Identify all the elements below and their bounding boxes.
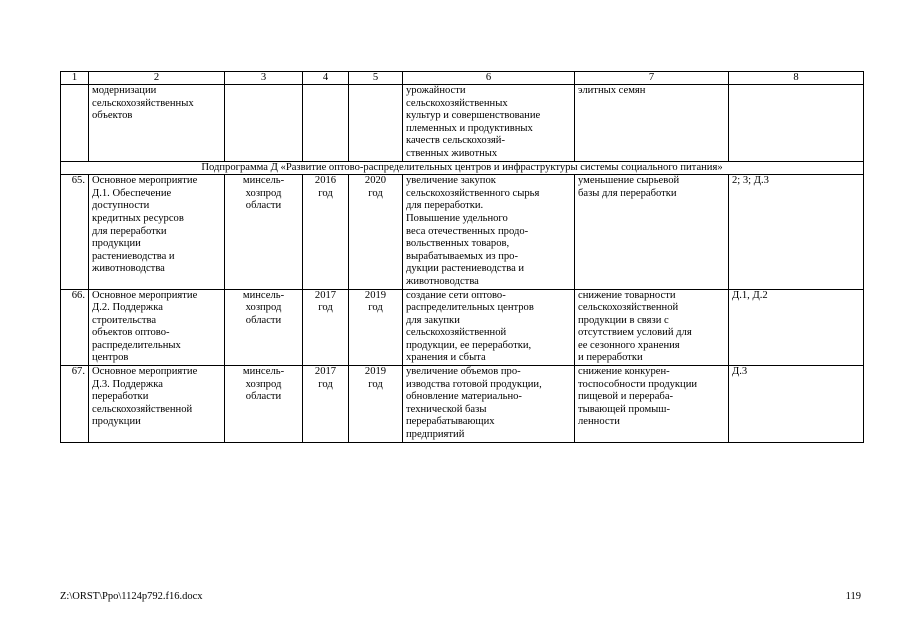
cell-line: год <box>368 187 383 199</box>
cell-line: элитных семян <box>578 85 646 96</box>
cell-line: Повышение удельного <box>406 212 508 224</box>
consequence-cell <box>575 289 729 366</box>
cell-line: тывающей промыш- <box>578 403 670 415</box>
header-cell: 4 <box>303 72 349 85</box>
cell-line: модернизации <box>92 85 157 96</box>
executor-cell <box>225 175 303 289</box>
expected-result-cell <box>403 366 575 443</box>
footer-page-number: 119 <box>845 591 861 602</box>
row-number-cell: 67. <box>61 366 89 443</box>
cell-line: объектов оптово- <box>92 327 170 339</box>
measure-name-cell <box>89 289 225 366</box>
cell-line: 2016 <box>314 175 337 187</box>
cell-line: пищевой и перераба- <box>578 391 674 403</box>
subprogram-title: Подпрограмма Д «Развитие оптово-распределительных центров и инфраструктуры системы социального питания» <box>61 161 864 175</box>
consequence-cell <box>575 175 729 289</box>
cell-line: 2020 <box>364 175 387 187</box>
links-cell <box>729 175 864 289</box>
cell-line: растениеводства и <box>92 250 175 262</box>
table-header-row <box>61 72 864 85</box>
header-cell: 8 <box>729 72 864 85</box>
cell-line: хранения и сбыта <box>406 352 486 364</box>
links-cell <box>729 366 864 443</box>
cell-line: объектов <box>92 110 133 122</box>
cell-line: уменьшение сырьевой <box>578 175 680 187</box>
table-row <box>61 366 864 443</box>
end-year-cell <box>349 366 403 443</box>
cell-line: области <box>245 200 282 212</box>
header-cell: 5 <box>349 72 403 85</box>
table-cell <box>349 85 403 162</box>
end-year-cell <box>349 175 403 289</box>
header-cell: 6 <box>403 72 575 85</box>
cell-line: тоспособности продукции <box>578 378 698 390</box>
cell-line: продукции в связи с <box>578 314 669 326</box>
table-cell <box>61 85 89 162</box>
measure-name-cell <box>89 366 225 443</box>
cell-line: год <box>318 378 333 390</box>
cell-line: урожайности <box>406 85 466 96</box>
cell-line: изводства готовой продукции, <box>406 378 542 390</box>
cell-line: Основное мероприятие <box>92 175 198 187</box>
executor-cell <box>225 366 303 443</box>
cell-line: 2; 3; Д.3 <box>732 175 769 187</box>
table-cell <box>225 85 303 162</box>
cell-line: год <box>368 302 383 314</box>
cell-line: продукции <box>92 238 141 250</box>
header-cell: 1 <box>61 72 89 85</box>
cell-line: и переработки <box>578 352 643 364</box>
cell-line: сельскохозяйственных <box>92 97 194 109</box>
cell-line: дукции растениеводства и <box>406 263 525 275</box>
cell-line: увеличение объемов про- <box>406 366 521 378</box>
row-number-cell: 65. <box>61 175 89 289</box>
cell-line: племенных и продуктивных <box>406 122 533 134</box>
cell-line: для переработки. <box>406 200 484 212</box>
cell-line: области <box>245 391 282 403</box>
cell-line: 2019 <box>364 289 387 301</box>
start-year-cell <box>303 175 349 289</box>
cell-line: веса отечественных продо- <box>406 225 529 237</box>
table-cell <box>729 85 864 162</box>
table-cell <box>303 85 349 162</box>
cell-line: центров <box>92 352 129 364</box>
cell-line: Основное мероприятие <box>92 366 198 378</box>
cell-line: Д.1, Д.2 <box>732 289 768 301</box>
cell-line: хозпрод <box>245 187 282 199</box>
cell-line: ее сезонного хранения <box>578 339 680 351</box>
start-year-cell <box>303 289 349 366</box>
cell-line: сельскохозяйственной <box>406 327 507 339</box>
cell-line: кредитных ресурсов <box>92 212 184 224</box>
cell-line: год <box>368 378 383 390</box>
measure-name-cell <box>89 175 225 289</box>
table-cell <box>575 85 729 162</box>
cell-line: сельскохозяйственной <box>92 403 193 415</box>
cell-line: 2017 <box>314 366 337 378</box>
header-cell: 3 <box>225 72 303 85</box>
cell-line: минсель- <box>242 366 285 378</box>
cell-line: технической базы <box>406 403 487 415</box>
cell-line: год <box>318 302 333 314</box>
cell-line: продукции, ее переработки, <box>406 339 532 351</box>
cell-line: продукции <box>92 416 141 428</box>
cell-line: распределительных центров <box>406 302 534 314</box>
start-year-cell <box>303 366 349 443</box>
end-year-cell <box>349 289 403 366</box>
cell-line: обновление материально- <box>406 391 522 403</box>
row-number-cell: 66. <box>61 289 89 366</box>
table-row <box>61 289 864 366</box>
cell-line: доступности <box>92 200 150 212</box>
cell-line: год <box>318 187 333 199</box>
cell-line: Д.1. Обеспечение <box>92 187 172 199</box>
cell-line: ленности <box>578 416 620 428</box>
cell-line: Д.3 <box>732 366 748 378</box>
cell-line: предприятий <box>406 429 465 441</box>
cell-line: животноводства <box>92 263 165 275</box>
document-table <box>60 71 864 443</box>
cell-line: 2017 <box>314 289 337 301</box>
cell-line: строительства <box>92 314 157 326</box>
cell-line: для закупки <box>406 314 460 326</box>
cell-line: создание сети оптово- <box>406 289 506 301</box>
cell-line: сельскохозяйственных <box>406 97 508 109</box>
cell-line: животноводства <box>406 275 479 287</box>
cell-line: хозпрод <box>245 378 282 390</box>
cell-line: Д.2. Поддержка <box>92 302 163 314</box>
cell-line: качеств сельскохозяй- <box>406 135 505 147</box>
executor-cell <box>225 289 303 366</box>
table-cell <box>403 85 575 162</box>
cell-line: области <box>245 314 282 326</box>
cell-line: 2019 <box>364 366 387 378</box>
cell-line: отсутствием условий для <box>578 327 692 339</box>
cell-line: переработки <box>92 391 149 403</box>
cell-line: снижение конкурен- <box>578 366 670 378</box>
links-cell <box>729 289 864 366</box>
expected-result-cell <box>403 289 575 366</box>
footer-file-path: Z:\ORST\Ppo\1124p792.f16.docx <box>60 591 203 602</box>
cell-line: ственных животных <box>406 147 498 159</box>
cell-line: снижение товарности <box>578 289 676 301</box>
cell-line: минсель- <box>242 289 285 301</box>
cell-line: сельскохозяйственного сырья <box>406 187 540 199</box>
expected-result-cell <box>403 175 575 289</box>
subprogram-row <box>61 161 864 175</box>
cell-line: увеличение закупок <box>406 175 496 187</box>
cell-line: Д.3. Поддержка <box>92 378 163 390</box>
cell-line: минсель- <box>242 175 285 187</box>
continuation-row <box>61 85 864 162</box>
cell-line: сельскохозяйственной <box>578 302 679 314</box>
header-cell: 2 <box>89 72 225 85</box>
cell-line: перерабатывающих <box>406 416 495 428</box>
cell-line: культур и совершенствование <box>406 110 541 122</box>
cell-line: базы для переработки <box>578 187 677 199</box>
cell-line: Основное мероприятие <box>92 289 198 301</box>
table-row <box>61 175 864 289</box>
cell-line: вольственных товаров, <box>406 238 510 250</box>
cell-line: вырабатываемых из про- <box>406 250 519 262</box>
cell-line: для переработки <box>92 225 167 237</box>
consequence-cell <box>575 366 729 443</box>
cell-line: распределительных <box>92 339 181 351</box>
header-cell: 7 <box>575 72 729 85</box>
cell-line: хозпрод <box>245 302 282 314</box>
table-cell <box>89 85 225 162</box>
